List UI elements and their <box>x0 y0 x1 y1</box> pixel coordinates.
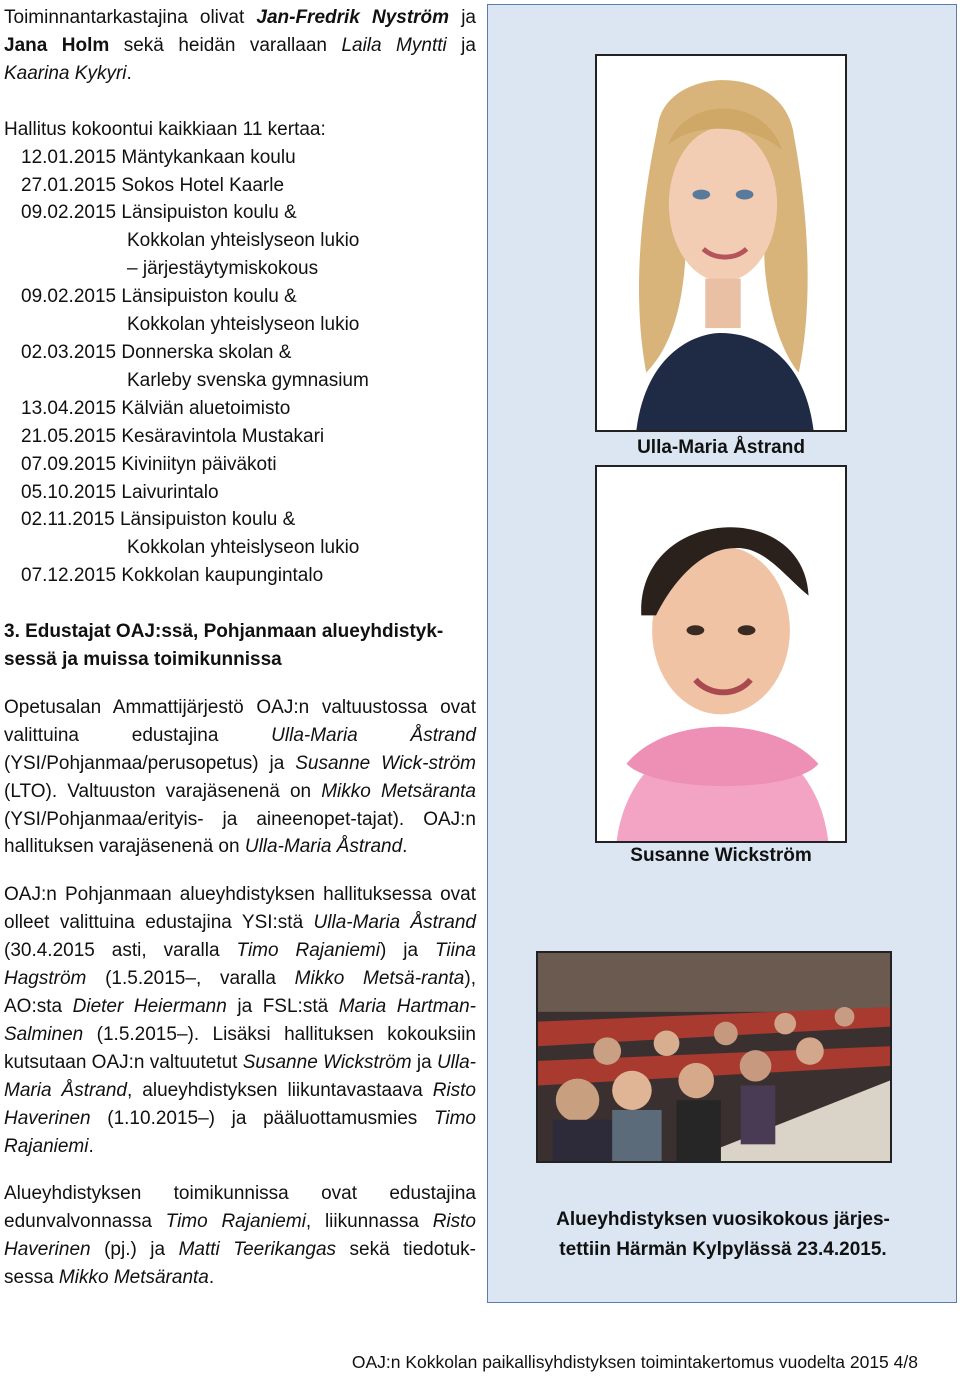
page-footer <box>290 1350 918 1374</box>
meeting-item <box>4 506 476 562</box>
paragraph-text: (1.10.2015–) ja pääluottamusmies <box>90 1107 434 1129</box>
paragraph-text: (pj.) ja <box>90 1239 179 1261</box>
paragraph-text: (1.5.2015–, varalla <box>86 968 295 990</box>
meeting-item <box>4 395 476 423</box>
paragraph-text: . <box>88 1135 94 1157</box>
meeting-place: Laivurintalo <box>121 481 219 503</box>
meeting-date: 13.04.2015 <box>21 397 117 419</box>
paragraph-text: (1.5.2015–). Lisäksi hallituksen kokouksiin kutsutaan OAJ:n valtuutetut <box>4 1023 476 1073</box>
meeting-item <box>4 479 476 507</box>
person-name: Timo Rajaniemi <box>165 1211 306 1233</box>
paragraph-text: Opetusalan Ammattijärjestö OAJ:n valtuustossa ovat valittuina edustajina <box>4 696 476 746</box>
left-column <box>4 4 476 1292</box>
meeting-place: Kiviniityn päiväkoti <box>121 453 277 475</box>
meeting-date: 09.02.2015 <box>21 286 117 308</box>
meeting-date: 07.12.2015 <box>21 565 117 587</box>
meeting-place-continued: Karleby svenska gymnasium <box>127 369 369 391</box>
meeting-date: 05.10.2015 <box>21 481 117 503</box>
meeting-date: 27.01.2015 <box>21 174 117 196</box>
meeting-item <box>4 451 476 479</box>
person-name: Tiina Hagström <box>4 940 476 990</box>
paragraph-text: ) ja <box>379 940 435 962</box>
meeting-date: 02.11.2015 <box>21 509 115 531</box>
portrait-image <box>597 56 845 430</box>
supervisor-name: Jan-Fredrik Nyström <box>256 7 450 28</box>
meeting-item <box>4 172 476 200</box>
page-number: 4/8 <box>893 1352 918 1372</box>
meeting-item <box>4 423 476 451</box>
paragraph-text: , liikunnassa <box>305 1211 433 1233</box>
portrait-photo-ulla-maria <box>595 54 847 432</box>
meeting-place: Kesäravintola Mustakari <box>121 425 325 447</box>
supervisors-paragraph: Toiminnantarkastajina olivat Jan-Fredrik Nyström ja Jana Holm sekä heidän varallaan Laila Myntti ja Kaarina Kykyri. <box>4 7 476 84</box>
person-name: Matti Teerikangas <box>178 1239 337 1261</box>
person-name: Mikko Metsäranta <box>321 780 476 802</box>
meeting-date: 07.09.2015 <box>21 453 117 475</box>
paragraph-text: sekä tiedotuk-sessa <box>4 1239 476 1289</box>
meeting-date: 09.02.2015 <box>21 202 117 224</box>
meeting-place: Länsipuiston koulu & <box>119 509 296 531</box>
regional-board-paragraph <box>4 881 476 1160</box>
section-heading: 3. Edustajat OAJ:ssä, Pohjanmaan alueyhdistyk- sessä ja muissa toimikunnissa <box>4 621 444 671</box>
person-name: Timo Rajaniemi <box>236 940 380 962</box>
deputy-name: Kaarina Kykyri <box>4 62 127 84</box>
person-name: Mikko Metsä-ranta <box>294 968 465 990</box>
board-meetings-list <box>4 144 476 591</box>
meeting-place: Mäntykankaan koulu <box>121 146 296 168</box>
audience-image <box>538 953 890 1161</box>
meeting-date: 21.05.2015 <box>21 425 117 447</box>
person-name: Ulla-Maria Åstrand <box>271 724 476 746</box>
portrait-photo-susanne <box>595 465 847 843</box>
meeting-photo-caption: Alueyhdistyksen vuosikokous järjes- tettiin Härmän Kylpylässä 23.4.2015. <box>556 1209 890 1260</box>
person-name: Risto Haverinen <box>4 1211 476 1261</box>
person-name: Ulla-Maria Åstrand <box>313 912 476 934</box>
board-meetings-intro: Hallitus kokoontui kaikkiaan 11 kertaa: <box>4 118 326 140</box>
meeting-date: 12.01.2015 <box>21 146 117 168</box>
paragraph-text: (LTO). Valtuuston varajäsenenä on <box>4 780 322 802</box>
person-name: Susanne Wickström <box>242 1051 412 1073</box>
person-name: Mikko Metsäranta <box>58 1267 209 1289</box>
person-name: Risto Haverinen <box>4 1079 476 1129</box>
meeting-place: Kälviän aluetoimisto <box>121 397 291 419</box>
meeting-item <box>4 283 476 339</box>
paragraph-text: ja FSL:stä <box>226 996 339 1017</box>
representatives-paragraph <box>4 694 476 861</box>
meeting-place-continued: Kokkolan yhteislyseon lukio <box>127 537 360 559</box>
meeting-item <box>4 199 476 283</box>
meeting-item <box>4 144 476 172</box>
meeting-place: Kokkolan kaupungintalo <box>121 565 324 587</box>
meeting-place-continued: Kokkolan yhteislyseon lukio <box>127 314 360 336</box>
person-name: Susanne Wick-ström <box>295 752 476 774</box>
document-title: OAJ:n Kokkolan paikallisyhdistyksen toimintakertomus vuodelta 2015 <box>351 1352 889 1372</box>
person-name: Ulla-Maria Åstrand <box>244 836 403 858</box>
supervisor-name: Jana Holm <box>4 34 110 56</box>
paragraph-text: (30.4.2015 asti, varalla <box>4 940 237 962</box>
person-name: Dieter Heiermann <box>72 996 227 1017</box>
person-name: Maria Hartman-Salminen <box>4 996 476 1045</box>
paragraph-text: , alueyhdistyksen liikuntavastaava <box>127 1079 433 1101</box>
paragraph-text: (YSI/Pohjanmaa/perusopetus) ja <box>4 752 296 774</box>
meeting-place-continued: Kokkolan yhteislyseon lukio <box>127 230 360 252</box>
meeting-place: Länsipuiston koulu & <box>121 202 297 224</box>
deputy-name: Laila Myntti <box>341 34 447 56</box>
meeting-place: Länsipuiston koulu & <box>121 286 297 308</box>
paragraph-text: . <box>208 1267 215 1289</box>
meeting-place: Donnerska skolan & <box>121 341 292 363</box>
paragraph-text: ), AO:sta <box>4 968 476 1017</box>
portrait-image <box>597 467 845 841</box>
person-name: Ulla-Maria Åstrand <box>4 1051 476 1101</box>
photo-caption: Susanne Wickström <box>630 845 812 866</box>
meeting-date: 02.03.2015 <box>21 341 117 363</box>
paragraph-text: OAJ:n Pohjanmaan alueyhdistyksen hallituksessa ovat olleet valittuina edustajina YSI:stä <box>4 884 476 934</box>
photo-caption: Ulla-Maria Åstrand <box>637 437 805 458</box>
annual-meeting-photo <box>536 951 892 1163</box>
paragraph-text: (YSI/Pohjanmaa/erityis- ja aineenopet-tajat). OAJ:n hallituksen varajäsenenä on <box>4 808 476 858</box>
paragraph-text: ja <box>411 1051 437 1073</box>
photo-sidebar <box>487 4 957 1303</box>
committees-paragraph <box>4 1180 476 1292</box>
paragraph-text: Alueyhdistyksen toimikunnissa ovat edustajina edunvalvonnassa <box>4 1183 476 1233</box>
meeting-item <box>4 339 476 395</box>
paragraph-text: . <box>402 836 408 858</box>
meeting-place-continued: – järjestäytymiskokous <box>127 258 319 280</box>
meeting-item <box>4 562 476 590</box>
person-name: Timo Rajaniemi <box>4 1107 476 1157</box>
meeting-place: Sokos Hotel Kaarle <box>121 174 285 196</box>
